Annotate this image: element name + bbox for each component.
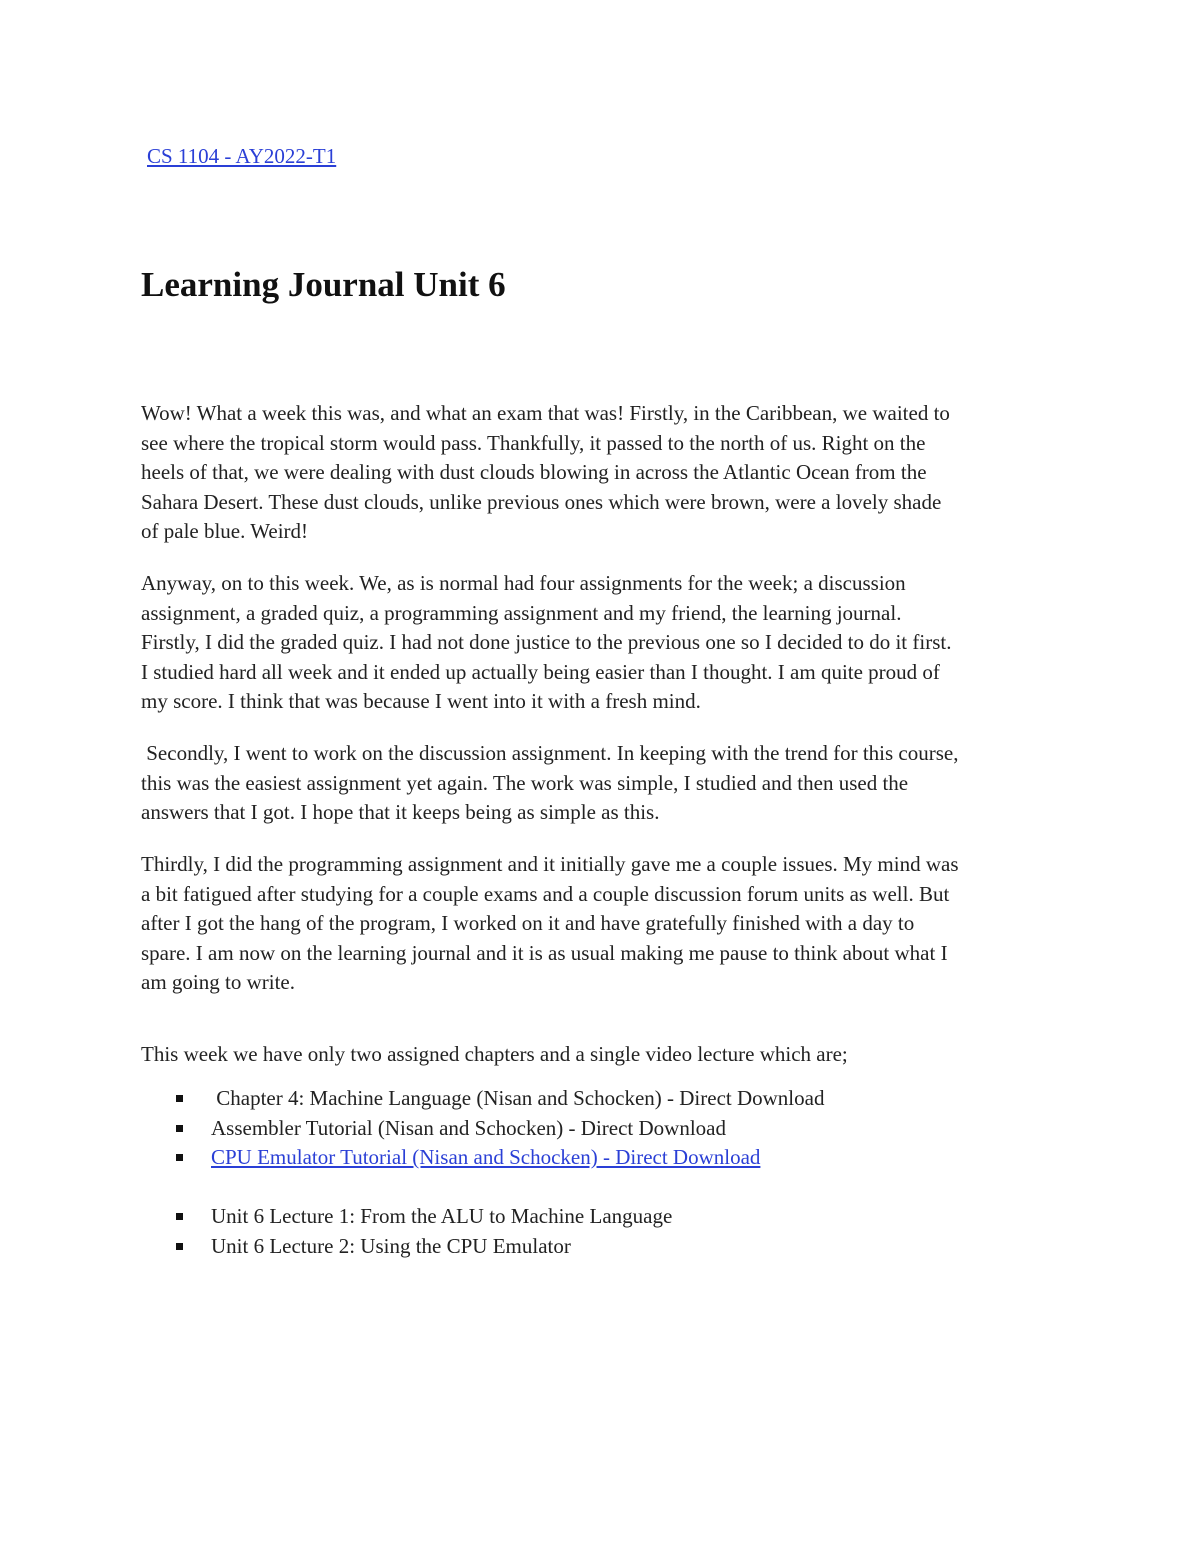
list-item bbox=[176, 1232, 672, 1262]
text-line: assignment, a graded quiz, a programming assignment and my friend, the learning journal. bbox=[141, 600, 902, 625]
list-item-text: Unit 6 Lecture 1: From the ALU to Machine Language bbox=[211, 1204, 673, 1228]
list-item bbox=[176, 1084, 824, 1114]
list-item bbox=[176, 1114, 824, 1144]
paragraph-2 bbox=[141, 569, 951, 717]
text-line: answers that I got. I hope that it keeps being as simple as this. bbox=[141, 800, 660, 824]
text-line: Anyway, on to this week. We, as is normal had four assignments for the week; a discussion bbox=[141, 571, 906, 595]
cpu-emulator-tutorial-link[interactable]: CPU Emulator Tutorial (Nisan and Schocken) - Direct Download bbox=[211, 1145, 761, 1169]
bullet-icon bbox=[176, 1213, 183, 1220]
lectures-list bbox=[176, 1202, 672, 1261]
text-line: am going to write. bbox=[141, 970, 295, 994]
text-line: a bit fatigued after studying for a couple exams and a couple discussion forum units as well. But bbox=[141, 881, 950, 906]
list-item-text: Unit 6 Lecture 2: Using the CPU Emulator bbox=[211, 1233, 571, 1258]
text-line: Secondly, I went to work on the discussion assignment. In keeping with the trend for this course, bbox=[141, 741, 959, 765]
bullet-icon bbox=[176, 1095, 183, 1102]
list-item-text: Chapter 4: Machine Language (Nisan and Schocken) - Direct Download bbox=[211, 1086, 825, 1110]
text-line: of pale blue. Weird! bbox=[141, 519, 309, 543]
text-line: Firstly, I did the graded quiz. I had not done justice to the previous one so I decided to do it first. bbox=[141, 630, 952, 654]
text-line: heels of that, we were dealing with dust clouds blowing in across the Atlantic Ocean from the bbox=[141, 460, 927, 484]
paragraph-3 bbox=[141, 739, 959, 828]
paragraph-5 bbox=[141, 1040, 848, 1070]
text-line: This week we have only two assigned chapters and a single video lecture which are; bbox=[141, 1042, 848, 1066]
list-item-text: Assembler Tutorial (Nisan and Schocken) - Direct Download bbox=[211, 1115, 726, 1140]
bullet-icon bbox=[176, 1125, 183, 1132]
bullet-icon bbox=[176, 1243, 183, 1250]
text-line: after I got the hang of the program, I worked on it and have gratefully finished with a day to bbox=[141, 911, 915, 935]
readings-list bbox=[176, 1084, 824, 1173]
text-line: Sahara Desert. These dust clouds, unlike previous ones which were brown, were a lovely shade bbox=[141, 489, 942, 514]
text-line: I studied hard all week and it ended up actually being easier than I thought. I am quite proud of bbox=[141, 659, 940, 684]
bullet-icon bbox=[176, 1154, 183, 1161]
text-line: spare. I am now on the learning journal and it is as usual making me pause to think about what I bbox=[141, 940, 948, 965]
list-item bbox=[176, 1143, 824, 1173]
text-line: see where the tropical storm would pass. Thankfully, it passed to the north of us. Right on the bbox=[141, 430, 926, 455]
paragraph-4 bbox=[141, 850, 959, 998]
page-title: Learning Journal Unit 6 bbox=[141, 265, 506, 304]
text-line: Thirdly, I did the programming assignment and it initially gave me a couple issues. My mind was bbox=[141, 852, 959, 876]
text-line: this was the easiest assignment yet again. The work was simple, I studied and then used the bbox=[141, 770, 909, 795]
paragraph-1 bbox=[141, 399, 950, 547]
list-item bbox=[176, 1202, 672, 1232]
text-line: my score. I think that was because I went into it with a fresh mind. bbox=[141, 689, 701, 713]
course-link[interactable]: CS 1104 - AY2022-T1 bbox=[147, 144, 337, 168]
text-line: Wow! What a week this was, and what an exam that was! Firstly, in the Caribbean, we waited to bbox=[141, 401, 950, 425]
